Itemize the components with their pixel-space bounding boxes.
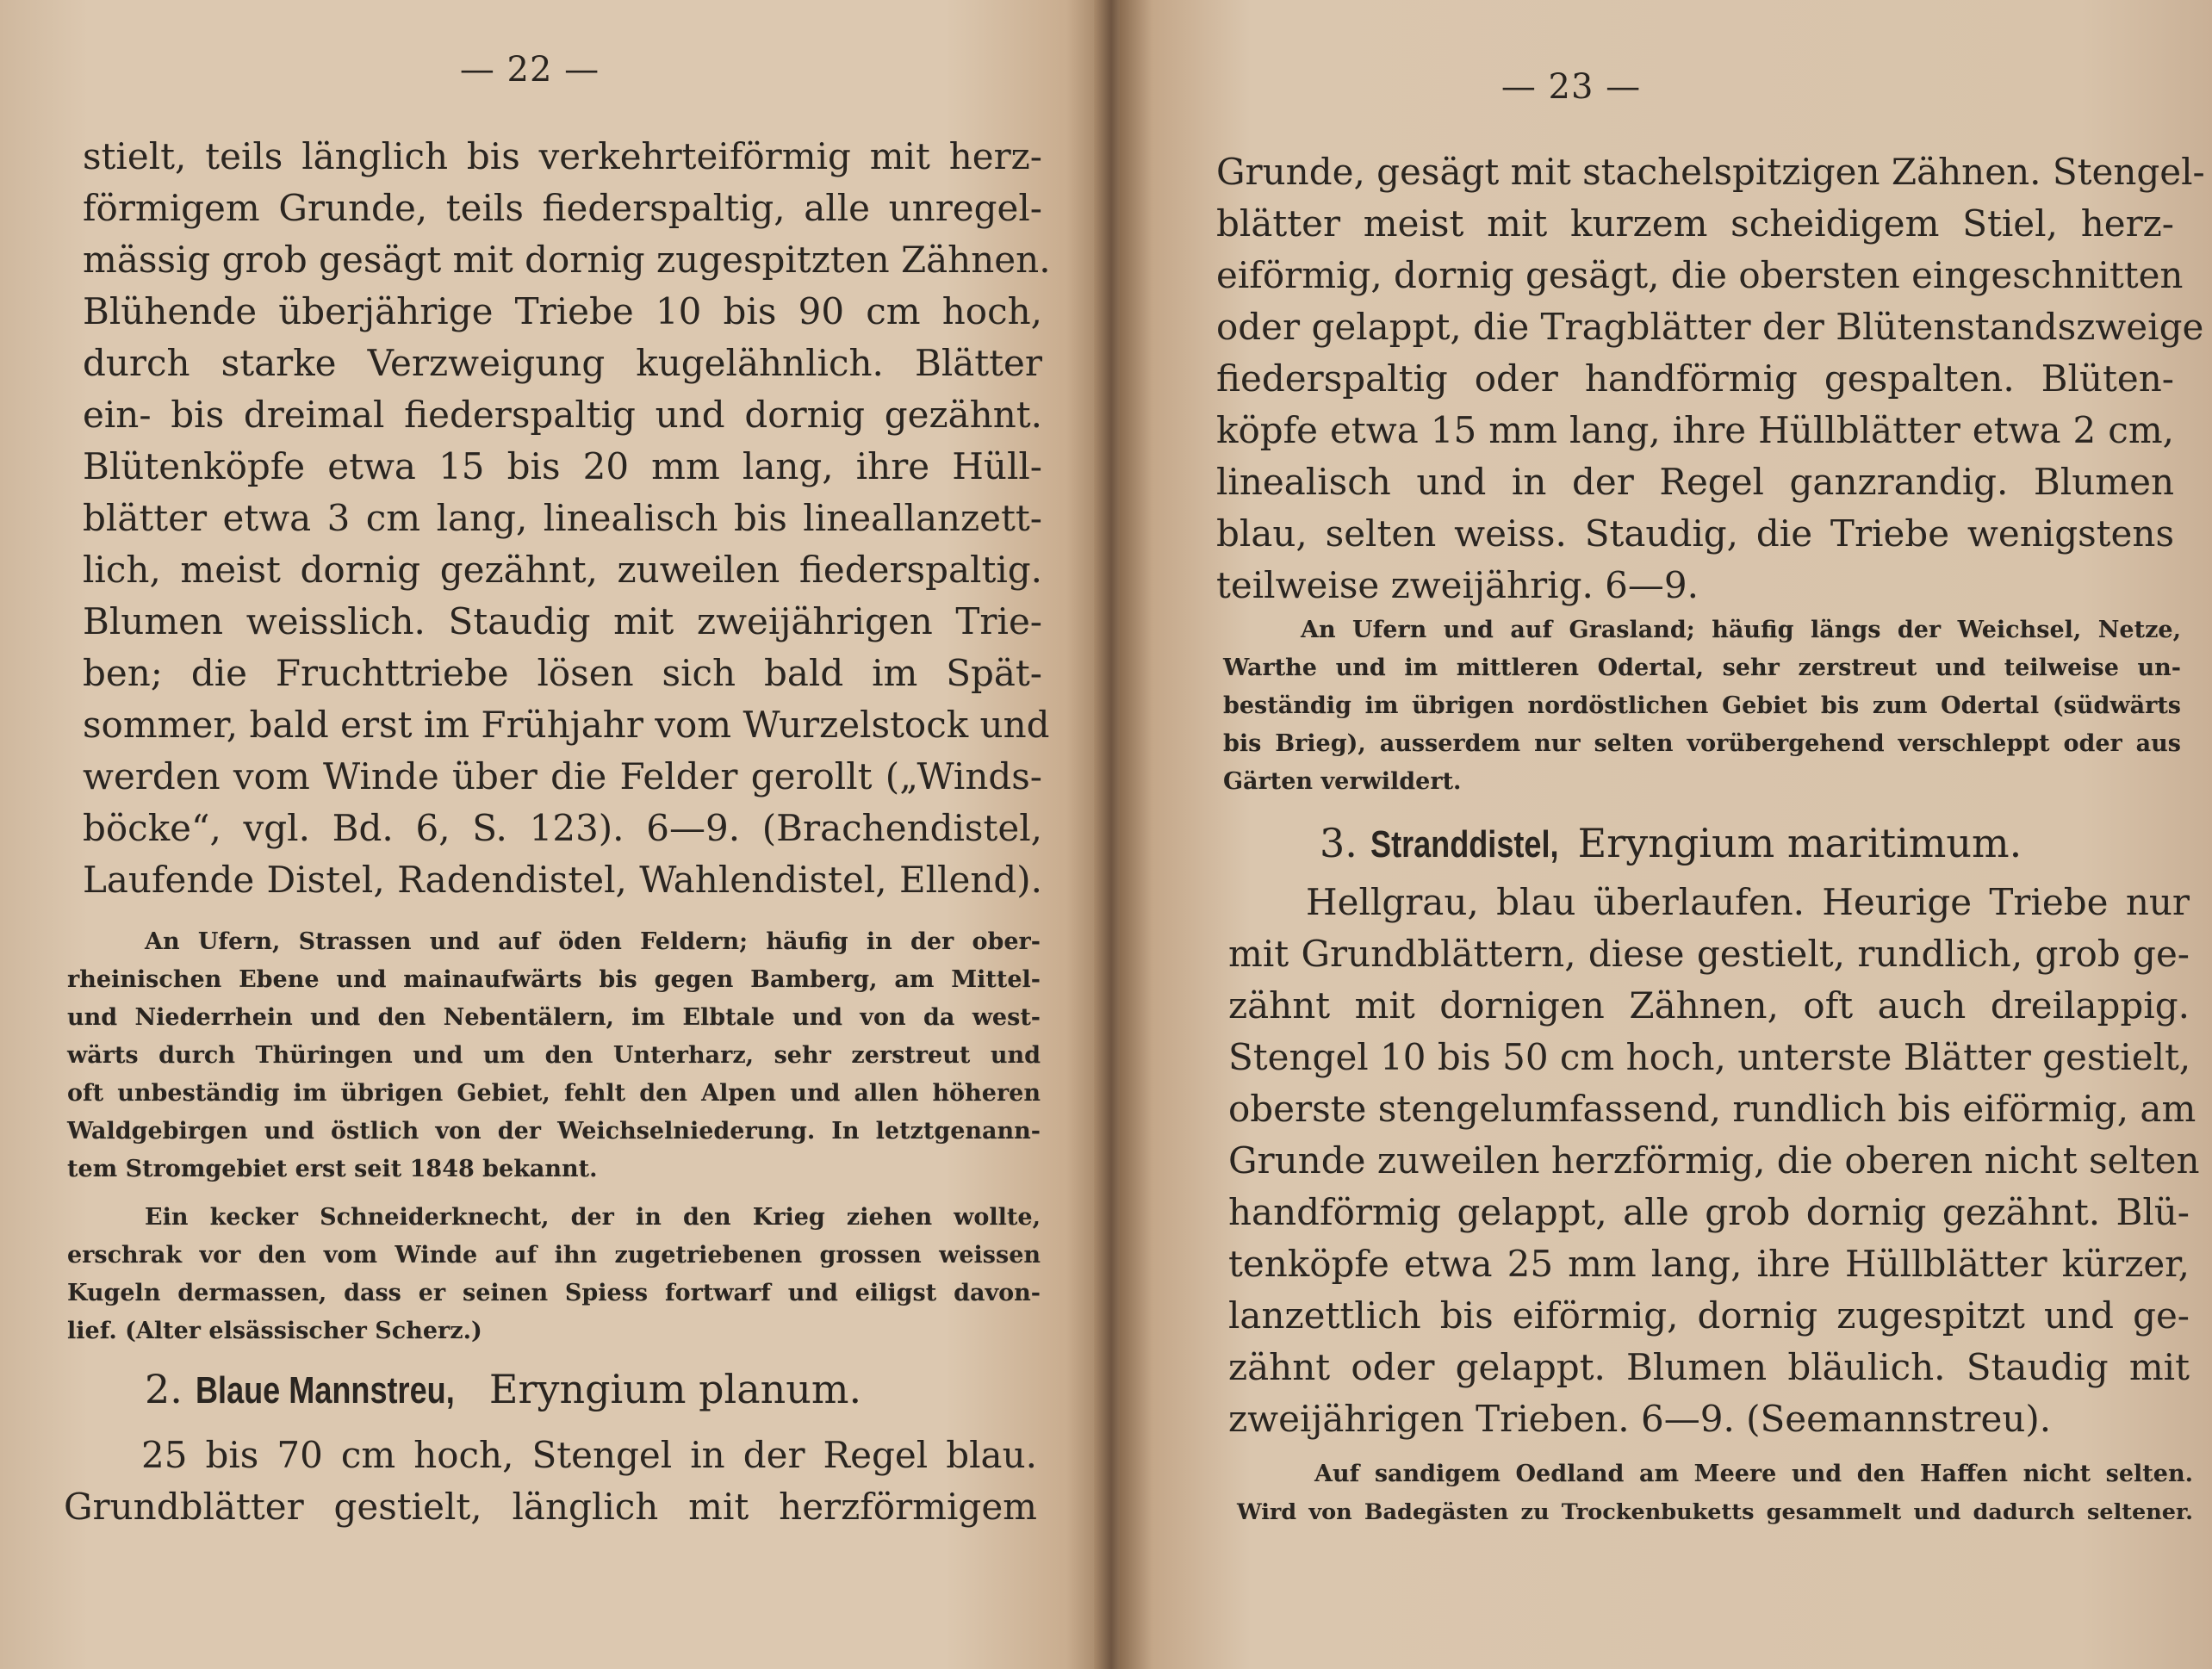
habitat-note	[1223, 611, 2181, 801]
species-heading-3	[1320, 813, 2181, 873]
text-line: rheinischen Ebene und mainaufwärts bis gegen Bamberg, am Mittel-	[67, 966, 1041, 993]
text-line: eiförmig, dornig gesägt, die obersten eingeschnitten	[1216, 254, 2184, 296]
text-line: Waldgebirgen und östlich von der Weichselniederung. In letztgenann-	[67, 1118, 1041, 1145]
text-line: oft unbeständig im übrigen Gebiet, fehlt den Alpen und allen höheren	[67, 1080, 1041, 1107]
text-line: lich, meist dornig gezähnt, zuweilen fiederspaltig.	[83, 549, 1042, 591]
species-heading-2	[145, 1359, 1041, 1419]
text-line: fiederspaltig oder handförmig gespalten. Blüten-	[1216, 357, 2174, 400]
text-line: blätter meist mit kurzem scheidigem Stiel, herz-	[1216, 202, 2174, 245]
text-line: durch starke Verzweigung kugelähnlich. Blätter	[83, 342, 1042, 384]
text-line: förmigem Grunde, teils fiederspaltig, alle unregel-	[83, 187, 1042, 229]
text-line: werden vom Winde über die Felder gerollt („Winds-	[83, 755, 1042, 797]
habitat-note-2	[1237, 1455, 2193, 1531]
text-line: linealisch und in der Regel ganzrandig. Blumen	[1216, 461, 2174, 503]
text-line: Wird von Badegästen zu Trockenbuketts gesammelt und dadurch seltener.	[1237, 1499, 2193, 1525]
species-common-name: Stranddistel,	[1370, 823, 1559, 866]
text-line: wärts durch Thüringen und um den Unterharz, sehr zerstreut und	[67, 1042, 1041, 1069]
text-line: zähnt oder gelappt. Blumen bläulich. Staudig mit	[1228, 1346, 2190, 1388]
text-line: beständig im übrigen nordöstlichen Gebiet bis zum Odertal (südwärts	[1223, 692, 2181, 719]
right-page	[1120, 0, 2212, 1669]
text-line: Kugeln dermassen, dass er seinen Spiess fortwarf und eiligst davon-	[67, 1280, 1041, 1306]
text-line: blätter etwa 3 cm lang, linealisch bis lineallanzett-	[83, 497, 1042, 539]
text-line: köpfe etwa 15 mm lang, ihre Hüllblätter etwa 2 cm,	[1216, 409, 2174, 451]
text-line: böcke“, vgl. Bd. 6, S. 123). 6—9. (Brachendistel,	[83, 807, 1042, 849]
text-line: und Niederrhein und den Nebentälern, im Elbtale und von da west-	[67, 1004, 1041, 1031]
text-line: mit Grundblättern, diese gestielt, rundlich, grob ge-	[1228, 933, 2190, 975]
species-latin-name: Eryngium maritimum.	[1577, 820, 2022, 866]
text-line: teilweise zweijährig. 6—9.	[1216, 564, 1699, 606]
species-number: 3.	[1320, 820, 1358, 866]
text-line: Stengel 10 bis 50 cm hoch, unterste Blätter gestielt,	[1228, 1036, 2191, 1078]
text-line: Grundblätter gestielt, länglich mit herzförmigem	[64, 1486, 1037, 1528]
anecdote-note	[67, 1199, 1041, 1350]
text-line: ein- bis dreimal fiederspaltig und dornig gezähnt.	[83, 394, 1042, 436]
text-line: lief. (Alter elsässischer Scherz.)	[67, 1318, 482, 1344]
paragraph-description-2	[1228, 877, 2200, 1445]
paragraph-description-1	[83, 131, 1051, 906]
text-line: stielt, teils länglich bis verkehrteiförmig mit herz-	[83, 135, 1042, 177]
text-line: Gärten verwildert.	[1223, 768, 1462, 795]
text-line: lanzettlich bis eiförmig, dornig zugespitzt und ge-	[1228, 1294, 2190, 1337]
text-line: Hellgrau, blau überlaufen. Heurige Triebe nur	[1306, 881, 2190, 923]
text-line: Blühende überjährige Triebe 10 bis 90 cm hoch,	[83, 290, 1042, 332]
text-line: oberste stengelumfassend, rundlich bis eiförmig, am	[1228, 1088, 2196, 1130]
species-common-name: Blaue Mannstreu,	[195, 1369, 455, 1412]
text-line: erschrak vor den vom Winde auf ihn zugetriebenen grossen weissen	[67, 1242, 1041, 1269]
text-line: 25 bis 70 cm hoch, Stengel in der Regel blau.	[141, 1434, 1037, 1476]
page-number: — 22 —	[459, 50, 600, 90]
text-line: zweijährigen Trieben. 6—9. (Seemannstreu).	[1228, 1398, 2052, 1440]
text-line: blau, selten weiss. Staudig, die Triebe wenigstens	[1216, 512, 2174, 555]
text-line: tenköpfe etwa 25 mm lang, ihre Hüllblätter kürzer,	[1228, 1243, 2190, 1285]
text-line: Blumen weisslich. Staudig mit zweijährigen Trie-	[83, 600, 1042, 642]
text-line: zähnt mit dornigen Zähnen, oft auch dreilappig.	[1228, 984, 2190, 1027]
text-line: ben; die Fruchttriebe lösen sich bald im Spät-	[83, 652, 1042, 694]
habitat-note	[67, 923, 1041, 1188]
text-line: tem Stromgebiet erst seit 1848 bekannt.	[67, 1156, 598, 1182]
text-line: An Ufern, Strassen und auf öden Feldern; häufig in der ober-	[145, 928, 1041, 955]
text-line: bis Brieg), ausserdem nur selten vorübergehend verschleppt oder aus	[1223, 730, 2181, 757]
text-line: sommer, bald erst im Frühjahr vom Wurzelstock und	[83, 704, 1050, 746]
text-line: An Ufern und auf Grasland; häufig längs der Weichsel, Netze,	[1301, 617, 2181, 643]
page-number: — 23 —	[1501, 67, 1642, 107]
paragraph-description-1	[1216, 146, 2205, 611]
text-line: Blütenköpfe etwa 15 bis 20 mm lang, ihre Hüll-	[83, 445, 1042, 487]
text-line: Auf sandigem Oedland am Meere und den Haffen nicht selten.	[1314, 1461, 2193, 1487]
paragraph-description-2	[64, 1430, 1037, 1533]
text-line: oder gelappt, die Tragblätter der Blütenstandszweige	[1216, 306, 2204, 348]
text-line: mässig grob gesägt mit dornig zugespitzten Zähnen.	[83, 239, 1051, 281]
species-latin-name: Eryngium planum.	[488, 1366, 862, 1412]
text-line: handförmig gelappt, alle grob dornig gezähnt. Blü-	[1228, 1191, 2190, 1233]
text-line: Warthe und im mittleren Odertal, sehr zerstreut und teilweise un-	[1223, 655, 2181, 681]
text-line: Grunde, gesägt mit stachelspitzigen Zähnen. Stengel-	[1216, 151, 2205, 193]
text-line: Laufende Distel, Radendistel, Wahlendistel, Ellend).	[83, 859, 1042, 901]
species-number: 2.	[145, 1366, 183, 1412]
text-line: Ein kecker Schneiderknecht, der in den Krieg ziehen wollte,	[145, 1204, 1041, 1231]
text-line: Grunde zuweilen herzförmig, die oberen nicht selten	[1228, 1139, 2200, 1182]
